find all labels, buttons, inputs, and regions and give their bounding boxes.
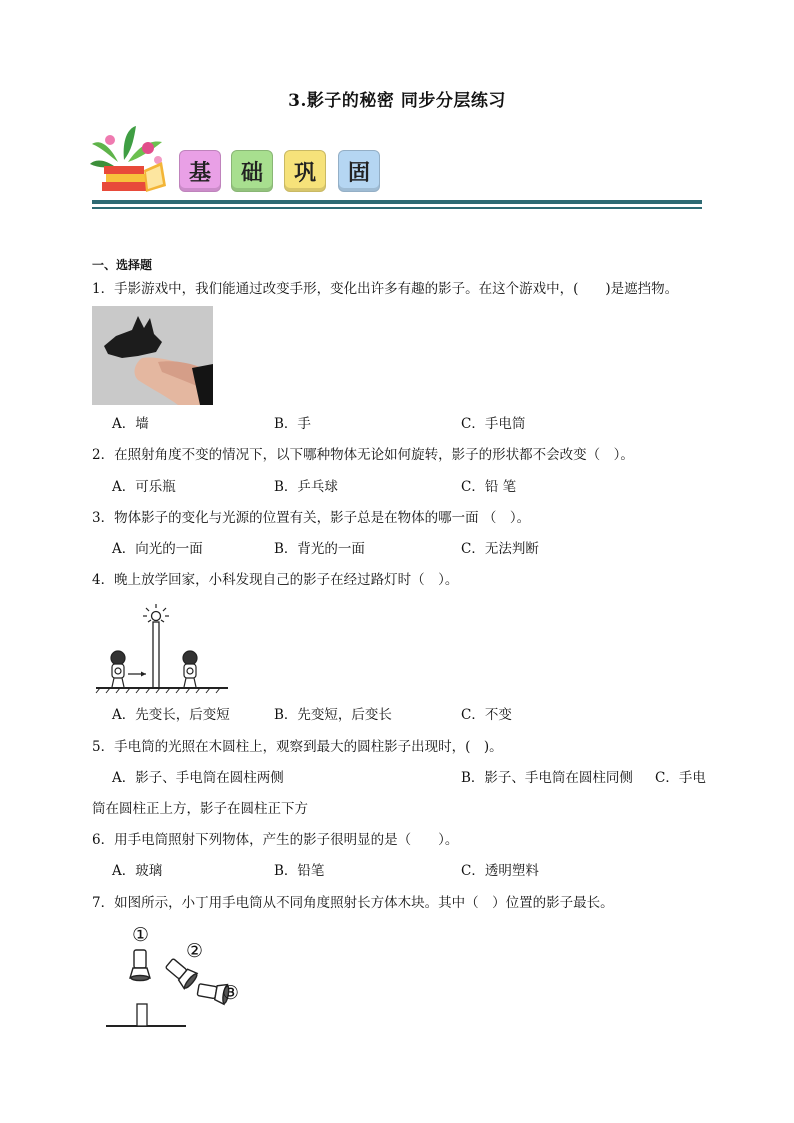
mark-2: ② bbox=[186, 940, 204, 962]
mark-3: ③ bbox=[222, 982, 240, 1004]
question-3-option-b[interactable]: B．背光的一面 bbox=[274, 541, 365, 557]
question-6-option-b[interactable]: B．铅笔 bbox=[274, 863, 325, 879]
chip-chu: 础 bbox=[231, 150, 273, 192]
question-3-option-a[interactable]: A．向光的一面 bbox=[112, 541, 203, 557]
question-7-stem: 7．如图所示，小丁用手电筒从不同角度照射长方体木块。其中（ ）位置的影子最长。 bbox=[92, 895, 614, 911]
child-left bbox=[111, 651, 125, 687]
section-banner bbox=[88, 120, 704, 212]
books-plant-illustration bbox=[88, 122, 172, 200]
question-2-stem: 2．在照射角度不变的情况下，以下哪种物体无论如何旋转，影子的形状都不会改变（ ）。 bbox=[92, 447, 634, 463]
chip-gong: 巩 bbox=[284, 150, 326, 192]
question-1-option-a[interactable]: A．墙 bbox=[112, 416, 149, 432]
chip-ji: 基 bbox=[179, 150, 221, 192]
divider-thick bbox=[92, 200, 702, 204]
question-5-option-a[interactable]: A．影子、手电筒在圆柱两侧 bbox=[112, 770, 284, 786]
section-heading: 一、选择题 bbox=[92, 258, 153, 272]
question-4-option-c[interactable]: C．不变 bbox=[461, 707, 512, 723]
question-5-option-c-part2[interactable]: 筒在圆柱正上方，影子在圆柱正下方 bbox=[92, 801, 308, 817]
question-3-stem: 3．物体影子的变化与光源的位置有关，影子总是在物体的哪一面 （ ）。 bbox=[92, 510, 531, 526]
question-6-stem: 6．用手电筒照射下列物体，产生的影子很明显的是（ ）。 bbox=[92, 832, 459, 848]
question-2-option-b[interactable]: B．乒乓球 bbox=[274, 479, 338, 495]
child-right bbox=[183, 651, 197, 687]
question-4-option-a[interactable]: A．先变长，后变短 bbox=[112, 707, 230, 723]
streetlight-figure bbox=[92, 602, 232, 694]
divider-thin bbox=[92, 207, 702, 209]
question-5-option-b[interactable]: B．影子、手电筒在圆柱同侧 bbox=[461, 770, 633, 786]
question-5-option-c-part1[interactable]: C．手电 bbox=[655, 770, 706, 786]
question-6-option-c[interactable]: C．透明塑料 bbox=[461, 863, 539, 879]
mark-1: ① bbox=[132, 924, 150, 946]
flashlight-1 bbox=[130, 950, 150, 981]
question-6-option-a[interactable]: A．玻璃 bbox=[112, 863, 163, 879]
question-3-option-c[interactable]: C．无法判断 bbox=[461, 541, 539, 557]
flashlight-figure bbox=[100, 922, 250, 1032]
page-title: 3.影子的秘密 同步分层练习 bbox=[288, 91, 506, 111]
hand-shadow-photo bbox=[92, 306, 213, 405]
question-4-stem: 4．晚上放学回家，小科发现自己的影子在经过路灯时（ ）。 bbox=[92, 572, 459, 588]
question-1-option-b[interactable]: B．手 bbox=[274, 416, 311, 432]
question-1-stem: 1．手影游戏中，我们能通过改变手形，变化出许多有趣的影子。在这个游戏中，( )是遮挡物。 bbox=[92, 281, 679, 297]
chip-gu: 固 bbox=[338, 150, 380, 192]
question-1-option-c[interactable]: C．手电筒 bbox=[461, 416, 526, 432]
question-2-option-c[interactable]: C．铅 笔 bbox=[461, 479, 517, 495]
question-5-stem: 5．手电筒的光照在木圆柱上，观察到最大的圆柱影子出现时，( )。 bbox=[92, 739, 503, 755]
question-4-option-b[interactable]: B．先变短，后变长 bbox=[274, 707, 392, 723]
question-2-option-a[interactable]: A．可乐瓶 bbox=[112, 479, 176, 495]
